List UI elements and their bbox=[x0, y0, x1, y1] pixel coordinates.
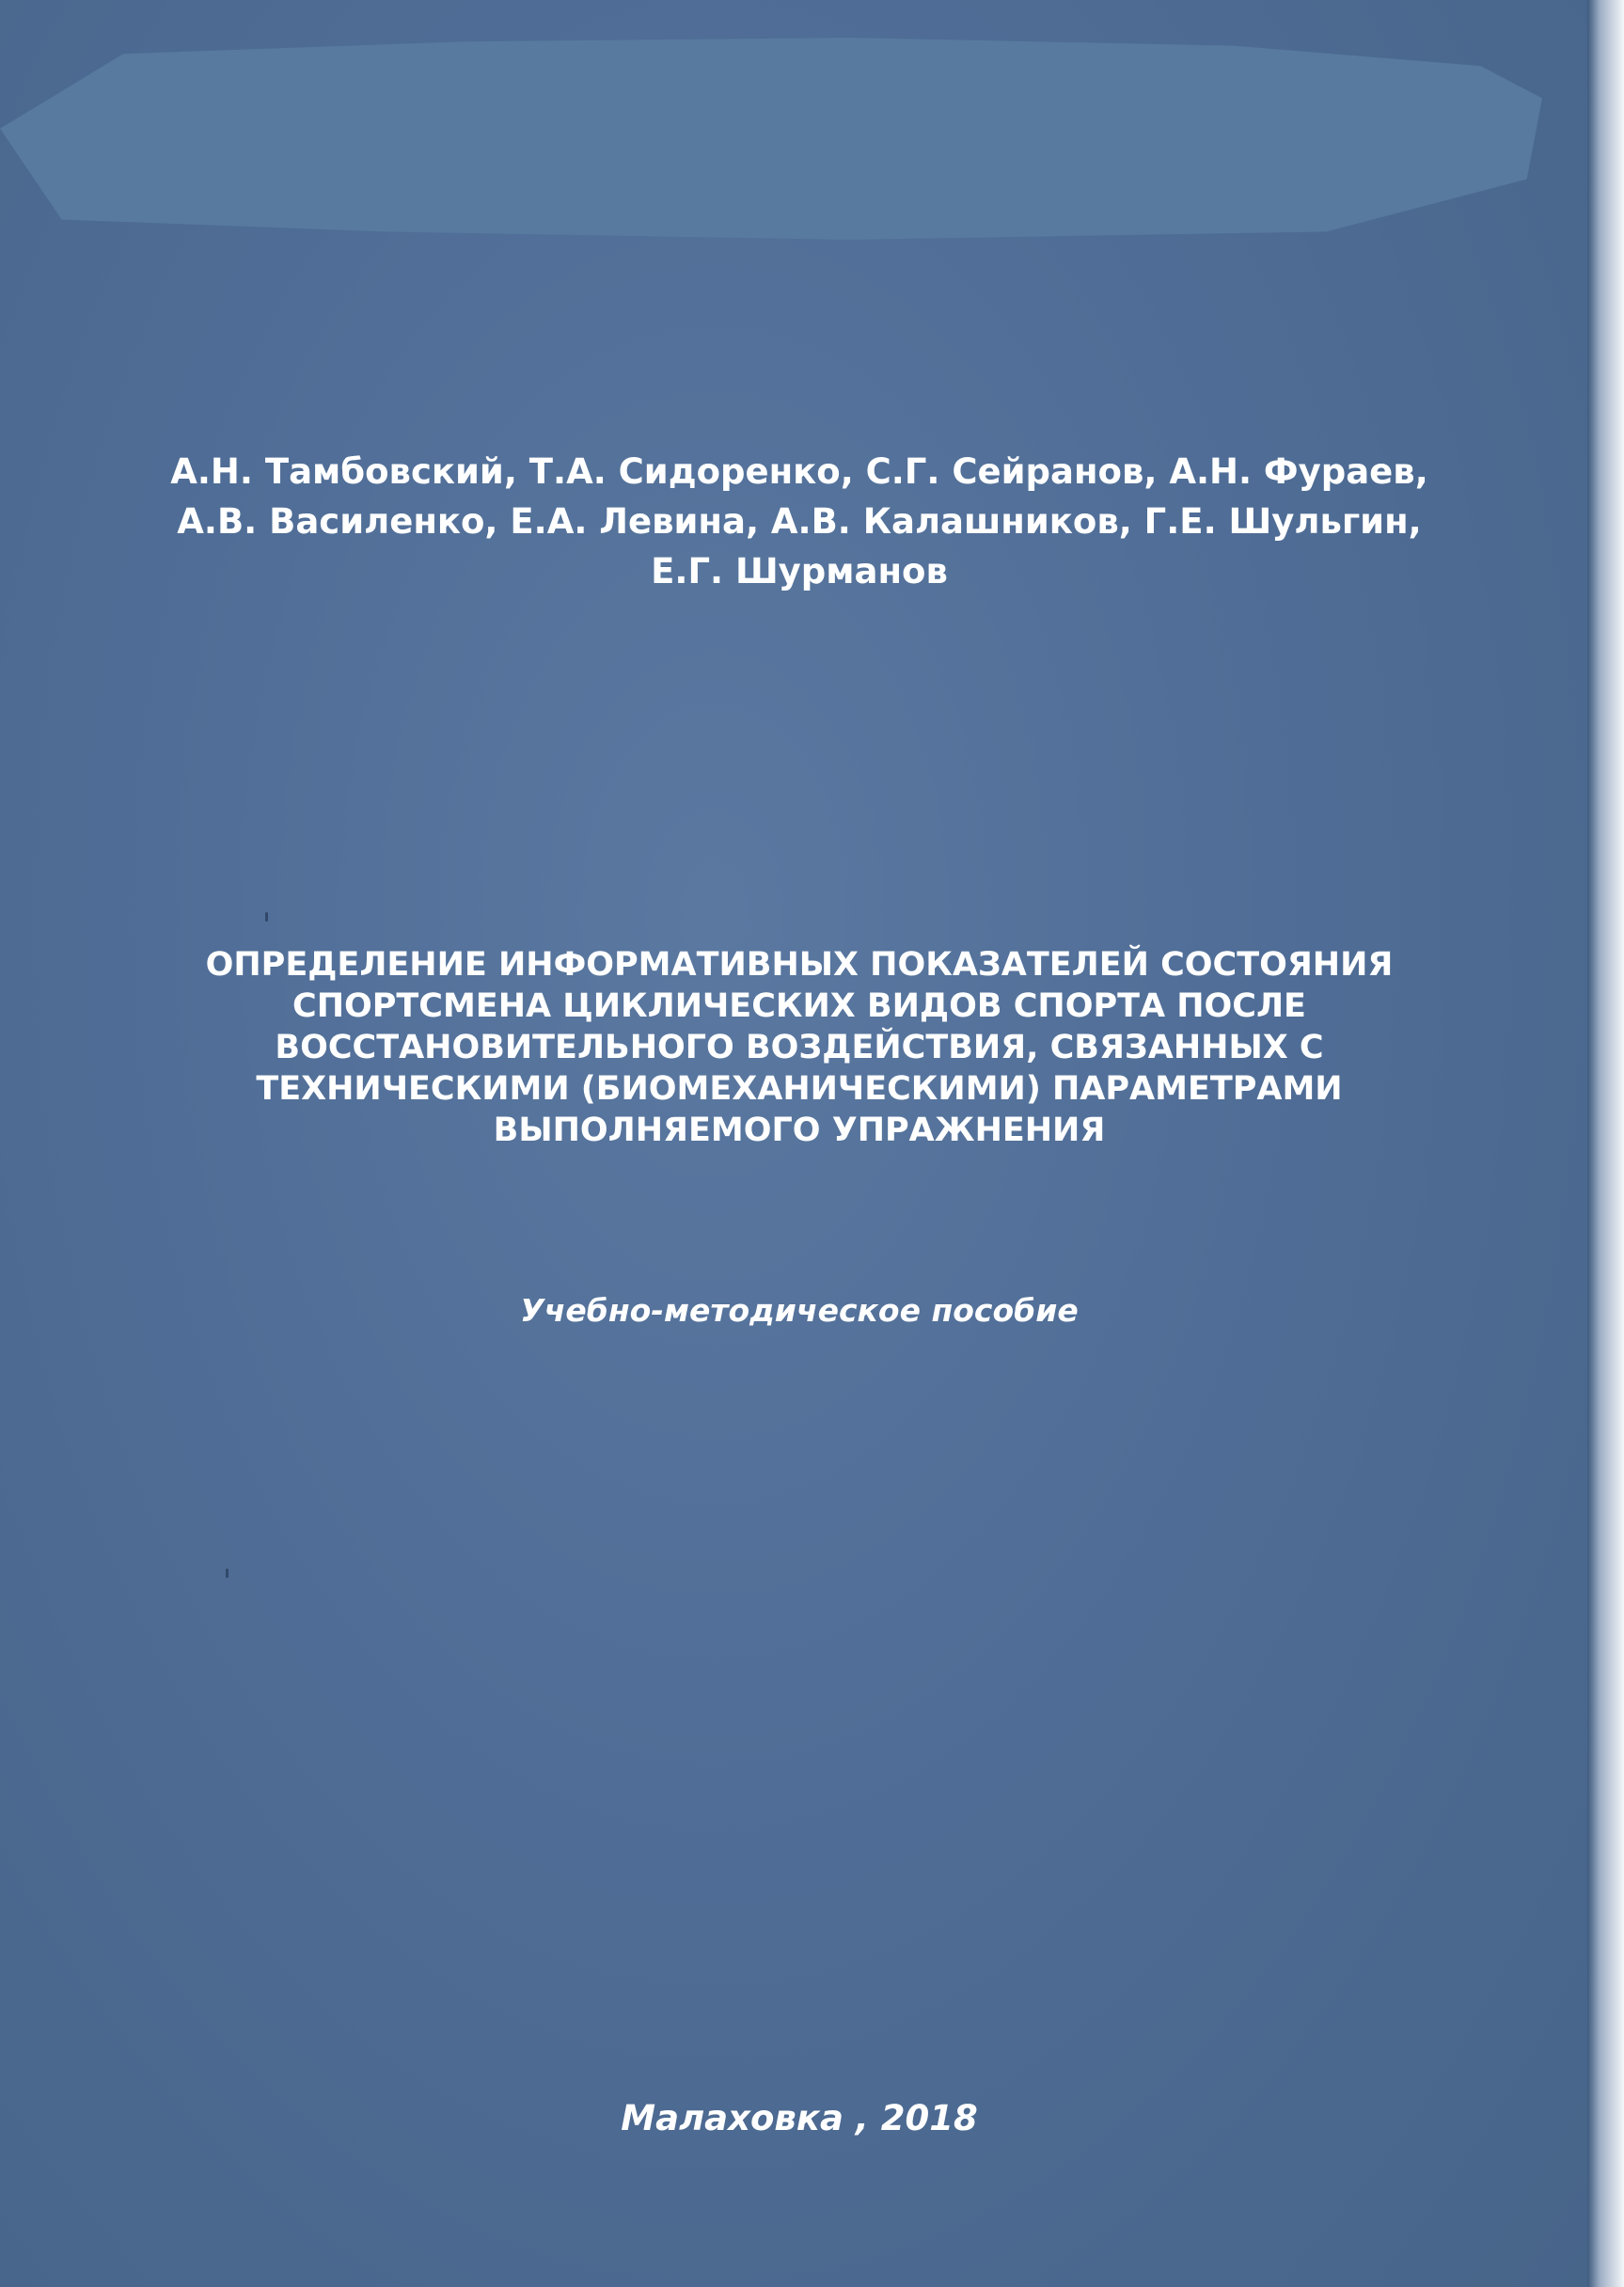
title-line: ТЕХНИЧЕСКИМИ (БИОМЕХАНИЧЕСКИМИ) ПАРАМЕТРАМИ bbox=[256, 1070, 1343, 1108]
title-line: ВОССТАНОВИТЕЛЬНОГО ВОЗДЕЙСТВИЯ, СВЯЗАННЫХ С bbox=[275, 1029, 1324, 1066]
speck bbox=[226, 1569, 229, 1578]
book-title bbox=[66, 944, 1533, 1151]
title-line: ВЫПОЛНЯЕМОГО УПРАЖНЕНИЯ bbox=[493, 1112, 1106, 1149]
authors-line: А.В. Василенко, Е.А. Левина, А.В. Калашников, Г.Е. Шульгин, bbox=[177, 501, 1422, 542]
book-subtitle: Учебно-методическое пособие bbox=[520, 1292, 1079, 1329]
title-line: ОПРЕДЕЛЕНИЕ ИНФОРМАТИВНЫХ ПОКАЗАТЕЛЕЙ СОСТОЯНИЯ bbox=[205, 946, 1394, 984]
title-line: СПОРТСМЕНА ЦИКЛИЧЕСКИХ ВИДОВ СПОРТА ПОСЛЕ bbox=[292, 987, 1306, 1025]
place-and-year: Малаховка , 2018 bbox=[621, 2098, 978, 2138]
authors-line: А.Н. Тамбовский, Т.А. Сидоренко, С.Г. Сейранов, А.Н. Фураев, bbox=[170, 451, 1428, 492]
redacted-header-area bbox=[0, 38, 1542, 240]
speck bbox=[265, 912, 268, 922]
authors-line: Е.Г. Шурманов bbox=[651, 551, 948, 591]
cover-edge bbox=[1587, 0, 1624, 2287]
authors-block bbox=[75, 447, 1523, 596]
